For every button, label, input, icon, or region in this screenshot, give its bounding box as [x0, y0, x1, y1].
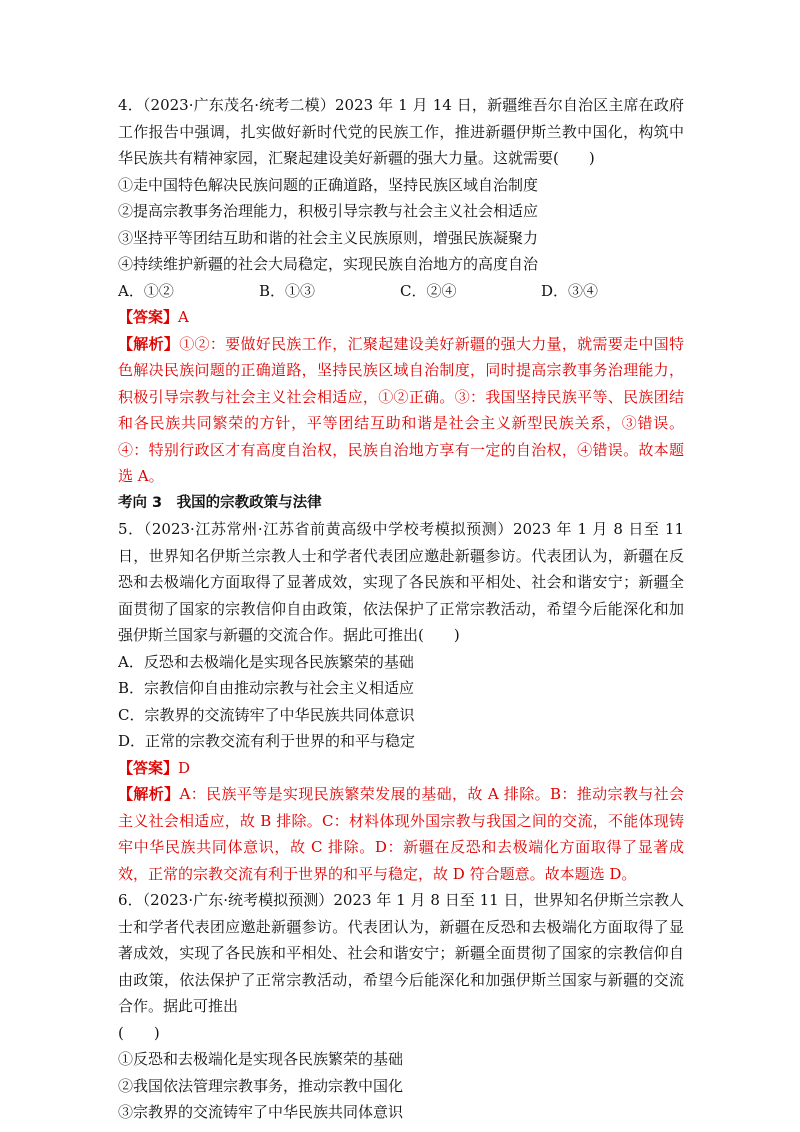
- answer-tag: 【答案】: [118, 758, 179, 777]
- document-content: [118, 92, 684, 1126]
- question-5-analysis: [118, 781, 684, 887]
- analysis-tag: 【解析】: [118, 785, 180, 803]
- question-5-answer: [118, 755, 684, 782]
- analysis-tag: 【解析】: [118, 334, 180, 353]
- question-6-item-3: ③宗教界的交流铸牢了中华民族共同体意识: [118, 1103, 404, 1121]
- answer-tag: 【答案】: [118, 308, 179, 326]
- section-heading: 考向 3 我国的宗教政策与法律: [118, 494, 322, 511]
- question-4-item-1: ①走中国特色解决民族问题的正确道路，坚持民族区域自治制度: [118, 175, 539, 194]
- question-4-analysis: [118, 331, 684, 490]
- analysis-text: A：民族平等是实现民族繁荣发展的基础，故 A 排除。B：推动宗教与社会主义社会相适应，故 B 排除。C：材料体现外国宗教与我国之间的交流，不能体现铸牢中华民族共同体意识，故 C 排除。D：新疆在反恐和去极端化方面取得了显著成效，正常的宗教交流有利于世界的和平与稳定，故 D 符合题意。故本题选 D。: [118, 785, 684, 883]
- question-6-item-1: ①反恐和去极端化是实现各民族繁荣的基础: [118, 1050, 404, 1068]
- question-4-answer: [118, 304, 684, 331]
- question-4-stem: 4．（2023·广东茂名·统考二模）2023 年 1 月 14 日，新疆维吾尔自治区主席在政府工作报告中强调，扎实做好新时代党的民族工作，推进新疆伊斯兰教中国化，构筑中华民族共有精神家园，汇聚起建设美好新疆的强大力量。这就需要( ): [118, 96, 684, 167]
- question-5-option-b: B．宗教信仰自由推动宗教与社会主义相适应: [118, 679, 415, 697]
- answer-value: A: [178, 308, 189, 326]
- question-5-option-d: D．正常的宗教交流有利于世界的和平与稳定: [118, 732, 416, 750]
- question-5-stem: 5．（2023·江苏常州·江苏省前黄高级中学校考模拟预测）2023 年 1 月 8 日至 11 日，世界知名伊斯兰宗教人士和学者代表团应邀赴新疆参访。代表团认为，新疆在反恐和去极端化方面取得了显著成效，实现了各民族和平相处、社会和谐安宁；新疆全面贯彻了国家的宗教信仰自由政策，依法保护了正常宗教活动，希望今后能深化和加强伊斯兰国家与新疆的交流合作。据此可推出( ): [118, 520, 684, 644]
- question-4-item-4: ④持续维护新疆的社会大局稳定，实现民族自治地方的高度自治: [118, 255, 539, 273]
- question-4-options: [118, 278, 684, 305]
- answer-value: D: [178, 758, 191, 777]
- question-4-option-b: B．①③: [259, 281, 316, 300]
- question-6-stem: 6．（2023·广东·统考模拟预测）2023 年 1 月 8 日至 11 日，世界知名伊斯兰宗教人士和学者代表团应邀赴新疆参访。代表团认为，新疆在反恐和去极端化方面取得了显著成效，实现了各民族和平相处、社会和谐安宁；新疆全面贯彻了国家的宗教信仰自由政策，依法保护了正常宗教活动，希望今后能深化和加强伊斯兰国家与新疆的交流合作。据此可推出: [118, 891, 684, 1015]
- question-4-item-2: ②提高宗教事务治理能力，积极引导宗教与社会主义社会相适应: [118, 202, 539, 220]
- question-4-option-c: C．②④: [400, 281, 457, 300]
- analysis-text: ①②：要做好民族工作，汇聚起建设美好新疆的强大力量，就需要走中国特色解决民族问题的正确道路，坚持民族区域自治制度，同时提高宗教事务治理能力，积极引导宗教与社会主义社会相适应，①②正确。③：我国坚持民族平等、民族团结和各民族共同繁荣的方针，平等团结互助和谐是社会主义新型民族关系，③错误。④：特别行政区才有高度自治权，民族自治地方享有一定的自治权，④错误。故本题选 A。: [118, 334, 684, 485]
- question-6-item-2: ②我国依法管理宗教事务，推动宗教中国化: [118, 1076, 404, 1095]
- question-5-option-c: C．宗教界的交流铸牢了中华民族共同体意识: [118, 705, 415, 724]
- question-5-option-a: A．反恐和去极端化是实现各民族繁荣的基础: [118, 652, 414, 671]
- question-6-blank: ( ): [118, 1023, 160, 1042]
- question-4-item-3: ③坚持平等团结互助和谐的社会主义民族原则，增强民族凝聚力: [118, 228, 539, 247]
- question-4-option-a: A．①②: [118, 281, 174, 300]
- question-4-option-d: D．③④: [541, 281, 599, 300]
